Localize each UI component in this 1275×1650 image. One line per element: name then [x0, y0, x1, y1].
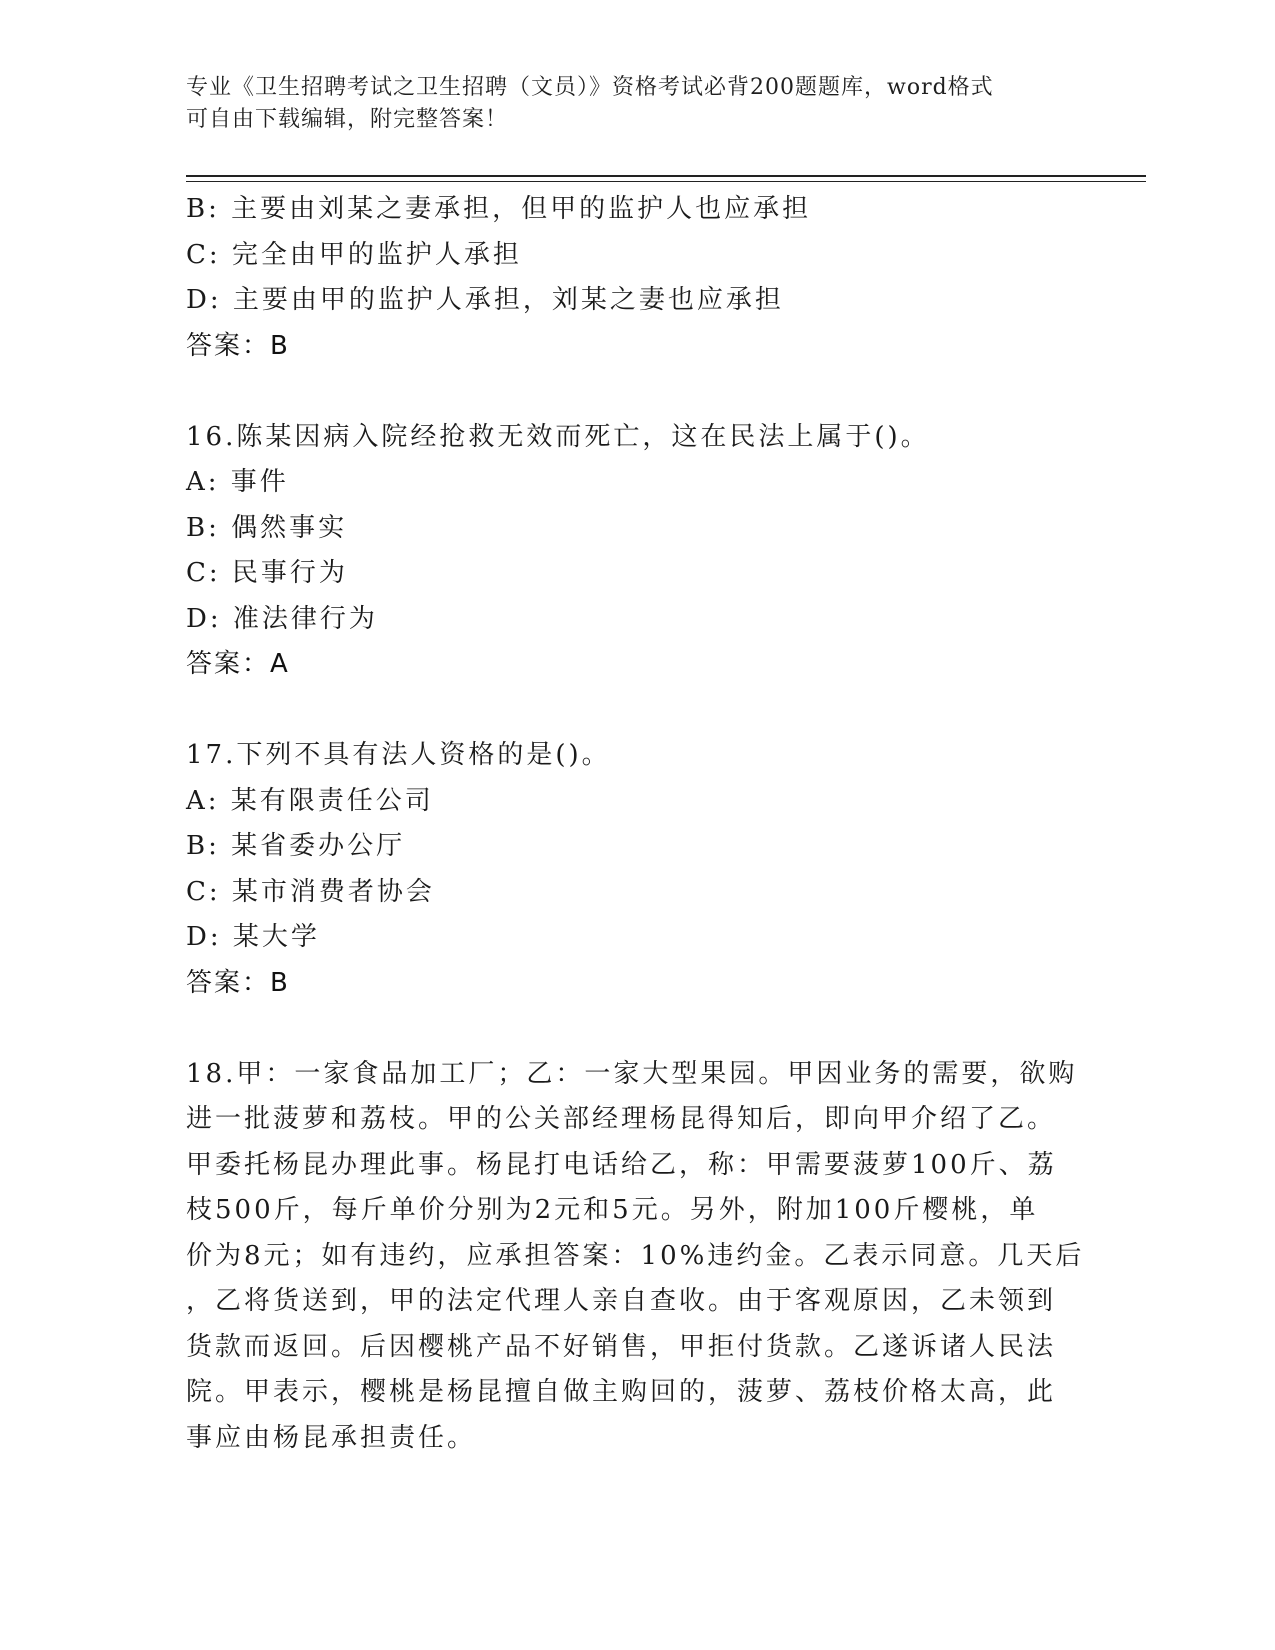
- question-18: [186, 1052, 1085, 1462]
- header-title-line-1: 专业《卫生招聘考试之卫生招聘（文员）》资格考试必背200题题库，word格式: [186, 75, 994, 100]
- header-rule-thick: [186, 175, 1146, 177]
- option-c: C: 某市消费者协会: [186, 876, 435, 907]
- question-text-line: 事应由杨昆承担责任。: [186, 1422, 477, 1453]
- option-a: A: 某有限责任公司: [186, 785, 434, 816]
- question-text-line: 院。甲表示，樱桃是杨昆擅自做主购回的，菠萝、荔枝价格太高，此: [186, 1377, 1057, 1407]
- option-a: A: 事件: [186, 467, 289, 497]
- option-d: D: 某大学: [186, 922, 320, 952]
- question-stem: 16.陈某因病入院经抢救无效而死亡，这在民法上属于()。: [186, 421, 930, 452]
- question-text-line: 枝500斤，每斤单价分别为2元和5元。另外，附加100斤樱桃，单: [186, 1195, 1039, 1225]
- document-header: [186, 72, 1066, 136]
- header-title-line-2: 可自由下载编辑，附完整答案！: [186, 107, 509, 132]
- answer-label: 答案：B: [186, 967, 290, 998]
- question-text-line: 进一批菠萝和荔枝。甲的公关部经理杨昆得知后，即向甲介绍了乙。: [186, 1104, 1057, 1134]
- option-c: C: 完全由甲的监护人承担: [186, 239, 522, 270]
- header-rule-thin: [186, 181, 1146, 182]
- spacer: [186, 1006, 1066, 1052]
- option-b: B: 某省委办公厅: [186, 831, 406, 861]
- question-text-line: 货款而返回。后因樱桃产品不好销售，甲拒付货款。乙遂诉诸人民法: [186, 1331, 1057, 1362]
- option-b: B: 主要由刘某之妻承担，但甲的监护人也应承担: [186, 194, 812, 224]
- option-c: C: 民事行为: [186, 558, 348, 588]
- question-text-line: 甲委托杨昆办理此事。杨昆打电话给乙，称：甲需要菠萝100斤、荔: [186, 1149, 1057, 1180]
- spacer: [186, 688, 1066, 734]
- option-d: D: 准法律行为: [186, 603, 378, 634]
- question-text-line: 18.甲：一家食品加工厂；乙：一家大型果园。甲因业务的需要，欲购: [186, 1058, 1078, 1089]
- spacer: [186, 369, 1066, 415]
- question-text-line: ，乙将货送到，甲的法定代理人亲自查收。由于客观原因，乙未领到: [186, 1286, 1057, 1316]
- answer-label: 答案：A: [186, 649, 290, 679]
- question-17: [186, 733, 1066, 1006]
- question-text-line: 价为8元；如有违约，应承担答案：10%违约金。乙表示同意。几天后: [186, 1240, 1085, 1271]
- option-d: D: 主要由甲的监护人承担，刘某之妻也应承担: [186, 285, 784, 315]
- question-stem: 17.下列不具有法人资格的是()。: [186, 740, 611, 770]
- answer-label: 答案：B: [186, 330, 290, 361]
- question-list: [186, 187, 1085, 1461]
- option-b: B: 偶然事实: [186, 512, 348, 543]
- question-16: [186, 415, 1066, 688]
- question-15-tail: [186, 187, 1066, 369]
